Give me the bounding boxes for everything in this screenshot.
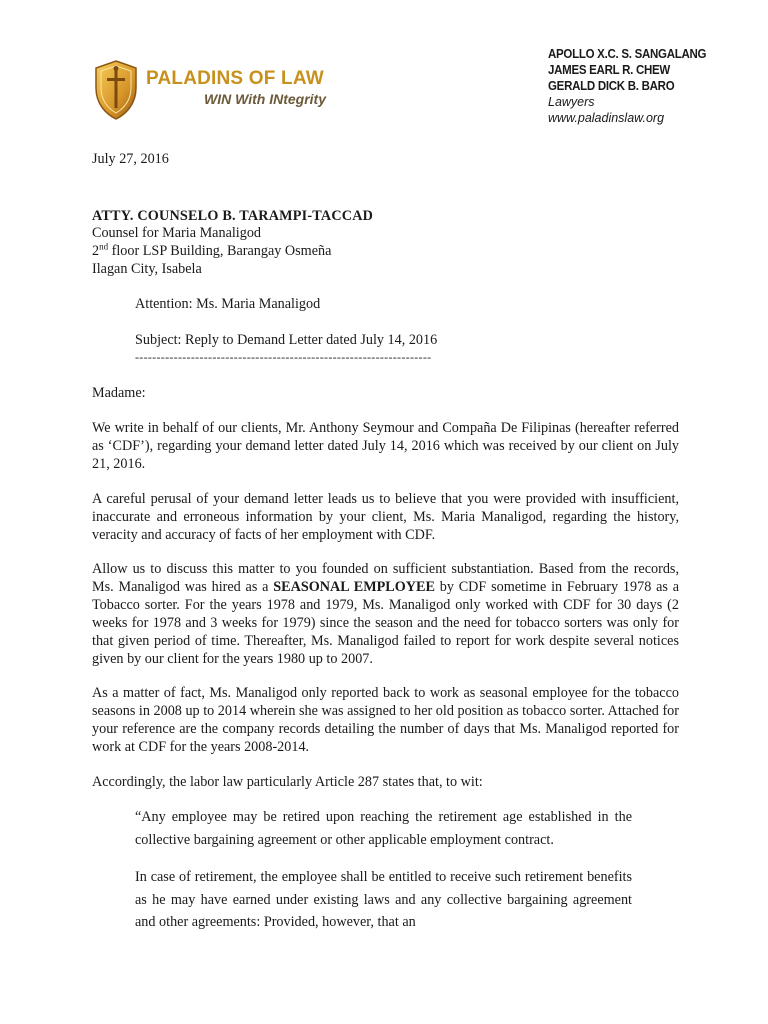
address-floor-number: 2 bbox=[92, 243, 100, 259]
seasonal-employee-emphasis: SEASONAL EMPLOYEE bbox=[273, 579, 435, 595]
quote-paragraph-1: “Any employee may be retired upon reaching the retirement age established in the collective bargaining agreement or other applicable employment contract. bbox=[135, 809, 632, 848]
paragraph-3 bbox=[92, 560, 679, 668]
lawyers-block bbox=[548, 46, 720, 126]
firm-name: PALADINS OF LAW bbox=[146, 68, 324, 89]
address-street: floor LSP Building, Barangay Osmeña bbox=[108, 243, 332, 259]
recipient-name: ATTY. COUNSELO B. TARAMPI-TACCAD bbox=[92, 208, 374, 224]
letter-date: July 27, 2016 bbox=[92, 151, 169, 167]
shield-sword-icon bbox=[92, 58, 140, 122]
subject-line: Subject: Reply to Demand Letter dated July 14, 2016 bbox=[135, 332, 438, 348]
paragraph-4: As a matter of fact, Ms. Manaligod only reported back to work as seasonal employee for the tobacco seasons in 2008 up to 2014 wherein she was assigned to her old position as tobacco sorter. Attached for your reference are the company records detailing the number of days that Ms. Manaligod reported for work at CDF for the years 2008-2014. bbox=[92, 685, 679, 755]
salutation: Madame: bbox=[92, 385, 146, 401]
recipient-address-line1 bbox=[92, 242, 331, 260]
address-floor-suffix: nd bbox=[99, 241, 109, 252]
attention-line: Attention: Ms. Maria Manaligod bbox=[135, 296, 321, 312]
lawyer-name: JAMES EARL R. CHEW bbox=[548, 63, 670, 77]
firm-logo bbox=[92, 58, 352, 124]
lawyers-label: Lawyers bbox=[548, 95, 595, 109]
paragraph-2: A careful perusal of your demand letter leads us to believe that you were provided with insufficient, inaccurate and erroneous information by your client, Ms. Maria Manaligod, regarding the history, veracity and accuracy of facts of her employment with CDF. bbox=[92, 491, 679, 543]
paragraph-5: Accordingly, the labor law particularly Article 287 states that, to wit: bbox=[92, 774, 483, 790]
website-link[interactable]: www.paladinslaw.org bbox=[548, 111, 665, 125]
subject-divider: --------------------------------------------------------------------- bbox=[135, 350, 432, 364]
quote-paragraph-2: In case of retirement, the employee shall be entitled to receive such retirement benefits as he may have earned under existing laws and any collective bargaining agreement and other agreements: Provided, however, that an bbox=[135, 869, 632, 930]
recipient-title: Counsel for Maria Manaligod bbox=[92, 225, 262, 241]
lawyer-name: GERALD DICK B. BARO bbox=[548, 79, 675, 93]
recipient-address-line2: Ilagan City, Isabela bbox=[92, 261, 202, 277]
firm-tagline: WIN With INtegrity bbox=[204, 91, 326, 107]
paragraph-1: We write in behalf of our clients, Mr. Anthony Seymour and Compaña De Filipinas (hereafter referred as ‘CDF’), regarding your demand letter dated July 14, 2016 which was received by our client on July 21, 2016. bbox=[92, 420, 679, 472]
paragraph-3-text: by CDF sometime in February 1978 as a Tobacco sorter. For the years 1978 and 1979, Ms. Manaligod only worked with CDF for 30 days (2 weeks for 1978 and 3 weeks for 1979) since the season and the need for tobacco sorters was only for that given period of time. Thereafter, Ms. Manaligod failed to report for work despite several notices given by our client for the years 1980 up to 2007. bbox=[92, 579, 679, 667]
paragraph-3-text: Allow us to discuss this matter to you founded on sufficient substantiation. Based from the records, Ms. Manaligod was hired as a bbox=[92, 561, 679, 595]
lawyer-name: APOLLO X.C. S. SANGALANG bbox=[548, 47, 707, 61]
